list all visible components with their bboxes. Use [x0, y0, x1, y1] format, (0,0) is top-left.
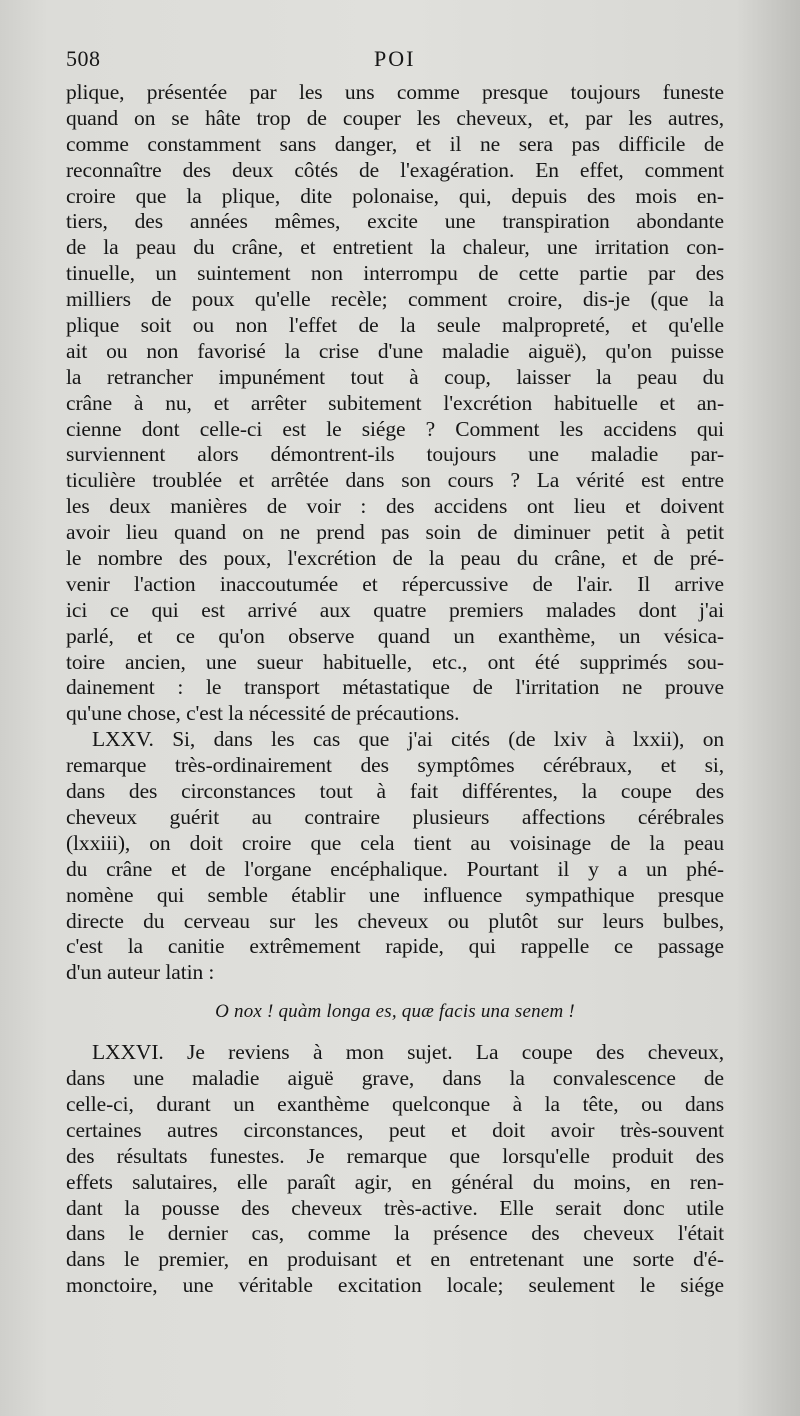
body-text: [66, 80, 724, 1299]
text-line: des résultats funestes. Je remarque que lorsqu'elle produit des: [66, 1143, 724, 1168]
text-line: LXXV. Si, dans les cas que j'ai cités (de lxiv à lxxii), on: [92, 727, 724, 752]
text-line: avoir lieu quand on ne prend pas soin de diminuer petit à petit: [66, 520, 724, 545]
text-line: reconnaître des deux côtés de l'exagération. En effet, comment: [66, 157, 724, 182]
text-line: ticulière troublée et arrêtée dans son cours ? La vérité est entre: [66, 468, 724, 493]
text-line: LXXVI. Je reviens à mon sujet. La coupe des cheveux,: [92, 1040, 724, 1065]
page-number: 508: [66, 46, 101, 71]
text-line: milliers de poux qu'elle recèle; comment croire, dis-je (que la: [66, 287, 724, 312]
paragraph-lxxv: [66, 727, 724, 1028]
text-line: dans le dernier cas, comme la présence des cheveux l'était: [66, 1221, 724, 1246]
text-line: certaines autres circonstances, peut et doit avoir très-souvent: [66, 1117, 724, 1142]
text-line: toire ancien, une sueur habituelle, etc., ont été supprimés sou-: [66, 649, 724, 674]
text-line: crâne à nu, et arrêter subitement l'excrétion habituelle et an-: [66, 390, 724, 415]
text-line: d'un auteur latin :: [66, 960, 215, 985]
text-line: la retrancher impunément tout à coup, laisser la peau du: [66, 364, 724, 389]
text-line: celle-ci, durant un exanthème quelconque à la tête, ou dans: [66, 1091, 724, 1116]
latin-quotation: O nox ! quàm longa es, quæ facis una senem !: [215, 1001, 575, 1023]
text-line: surviennent alors démontrent-ils toujours une maladie par-: [66, 442, 724, 467]
text-line: du crâne et de l'organe encéphalique. Pourtant il y a un phé-: [66, 856, 724, 881]
text-line: comme constamment sans danger, et il ne sera pas difficile de: [66, 131, 724, 156]
running-head: POI: [374, 46, 416, 71]
text-line: effets salutaires, elle paraît agir, en général du moins, en ren-: [66, 1169, 724, 1194]
text-line: monctoire, une véritable excitation locale; seulement le siége: [66, 1273, 724, 1298]
page-header: [66, 46, 726, 80]
text-line: venir l'action inaccoutumée et répercussive de l'air. Il arrive: [66, 571, 724, 596]
paragraph-continuation: [66, 80, 724, 727]
text-line: plique, présentée par les uns comme presque toujours funeste: [66, 80, 724, 104]
text-line: cheveux guérit au contraire plusieurs affections cérébrales: [66, 804, 724, 829]
text-line: dainement : le transport métastatique de l'irritation ne prouve: [66, 675, 724, 700]
text-line: croire que la plique, dite polonaise, qui, depuis des mois en-: [66, 183, 724, 208]
text-line: c'est la canitie extrêmement rapide, qui rappelle ce passage: [66, 934, 724, 959]
text-line: dans une maladie aiguë grave, dans la convalescence de: [66, 1066, 724, 1091]
text-line: dans le premier, en produisant et en entretenant une sorte d'é-: [66, 1247, 724, 1272]
text-line: dans des circonstances tout à fait différentes, la coupe des: [66, 779, 724, 804]
text-line: qu'une chose, c'est la nécessité de précautions.: [66, 701, 460, 726]
text-line: plique soit ou non l'effet de la seule malpropreté, et qu'elle: [66, 313, 724, 338]
text-line: ait ou non favorisé la crise d'une maladie aiguë), qu'on puisse: [66, 338, 724, 363]
text-line: tiers, des années mêmes, excite une transpiration abondante: [66, 209, 724, 234]
text-line: les deux manières de voir : des accidens ont lieu et doivent: [66, 494, 724, 519]
text-line: parlé, et ce qu'on observe quand un exanthème, un vésica-: [66, 623, 724, 648]
text-line: le nombre des poux, l'excrétion de la peau du crâne, et de pré-: [66, 546, 724, 571]
text-line: tinuelle, un suintement non interrompu de cette partie par des: [66, 261, 724, 286]
text-line: directe du cerveau sur les cheveux ou plutôt sur leurs bulbes,: [66, 908, 724, 933]
paragraph-lxxvi: [66, 1040, 724, 1299]
text-line: (lxxiii), on doit croire que cela tient au voisinage de la peau: [66, 830, 724, 855]
text-line: quand on se hâte trop de couper les cheveux, et, par les autres,: [66, 105, 724, 130]
text-line: ici ce qui est arrivé aux quatre premiers malades dont j'ai: [66, 597, 724, 622]
text-line: de la peau du crâne, et entretient la chaleur, une irritation con-: [66, 235, 724, 260]
text-line: nomène qui semble établir une influence sympathique presque: [66, 882, 724, 907]
text-line: cienne dont celle-ci est le siége ? Comment les accidens qui: [66, 416, 724, 441]
text-line: dant la pousse des cheveux très-active. Elle serait donc utile: [66, 1195, 724, 1220]
text-line: remarque très-ordinairement des symptômes cérébraux, et si,: [66, 753, 724, 778]
